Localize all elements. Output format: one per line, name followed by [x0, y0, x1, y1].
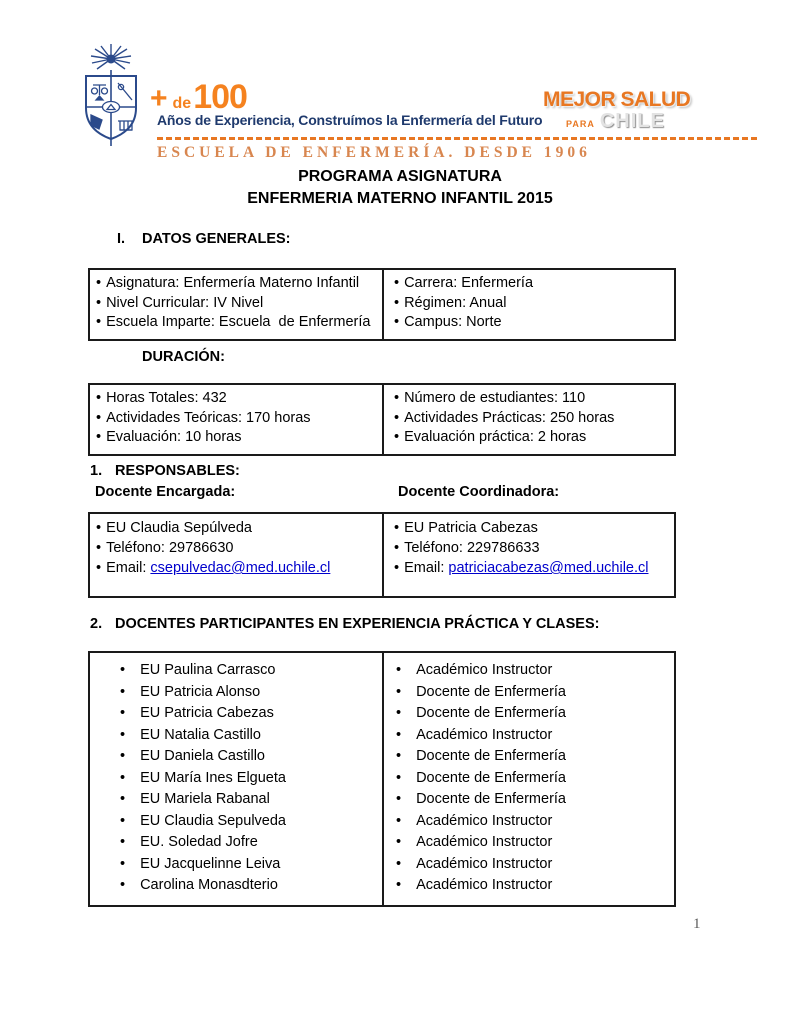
plus-sign: +: [150, 82, 168, 115]
list-item: • Régimen: Anual: [394, 294, 668, 314]
title-line-1: PROGRAMA ASIGNATURA: [298, 168, 502, 185]
docente-role: • Académico Instructor: [396, 875, 668, 897]
para-chile-text: [566, 110, 665, 133]
page-number: 1: [693, 916, 701, 932]
list-item: • Carrera: Enfermería: [394, 274, 668, 294]
docente-role: • Académico Instructor: [396, 811, 668, 833]
docente-phone: • Teléfono: 229786633: [394, 538, 668, 558]
docente-name: • EU Claudia Sepulveda: [120, 811, 376, 833]
docente-name: • EU Paulina Carrasco: [120, 660, 376, 682]
list-item: • Actividades Prácticas: 250 horas: [394, 409, 668, 429]
docente-name: • EU María Ines Elgueta: [120, 768, 376, 790]
docente-role: • Docente de Enfermería: [396, 746, 668, 768]
list-item: • Horas Totales: 432: [96, 389, 376, 409]
table-cell-left: [90, 514, 382, 596]
heading-datos-generales: [117, 231, 291, 247]
docente-role: • Docente de Enfermería: [396, 703, 668, 725]
docente-name: • EU Patricia Cabezas: [394, 518, 668, 538]
docente-name: • EU Patricia Alonso: [120, 682, 376, 704]
docente-phone: • Teléfono: 29786630: [96, 538, 376, 558]
docente-name: • EU Mariela Rabanal: [120, 789, 376, 811]
table-cell-left: [90, 385, 382, 454]
docente-name: • EU Jacquelinne Leiva: [120, 854, 376, 876]
email-label: Email:: [106, 560, 147, 576]
heading-docentes-participantes: [90, 616, 599, 632]
heading-duracion: [142, 349, 225, 365]
docente-name: • EU Claudia Sepúlveda: [96, 518, 376, 538]
docente-role: • Académico Instructor: [396, 832, 668, 854]
docente-role: • Académico Instructor: [396, 660, 668, 682]
table-cell-roles: [382, 653, 674, 905]
heading-number: 2.: [90, 616, 103, 632]
heading-number: I.: [117, 231, 126, 247]
table-cell-right: [382, 270, 674, 339]
heading-label: DATOS GENERALES:: [142, 231, 291, 247]
list-item: • Evaluación: 10 horas: [96, 428, 376, 448]
table-docentes: [88, 651, 676, 907]
docente-role: • Académico Instructor: [396, 725, 668, 747]
table-datos-generales: [88, 268, 676, 341]
docente-role: • Docente de Enfermería: [396, 789, 668, 811]
school-banner: ESCUELA DE ENFERMERÍA. DESDE 1906: [157, 144, 591, 161]
docente-email-line: [96, 558, 376, 578]
table-cell-left: [90, 270, 382, 339]
docente-name: • EU Patricia Cabezas: [120, 703, 376, 725]
subheading-docente-coordinadora: Docente Coordinadora:: [398, 484, 560, 500]
docente-role: • Docente de Enfermería: [396, 768, 668, 790]
table-cell-right: [382, 385, 674, 454]
list-item: • Campus: Norte: [394, 313, 668, 333]
hundred-number: 100: [193, 78, 247, 116]
universidad-de-chile-crest-icon: [74, 44, 148, 146]
list-item: • Nivel Curricular: IV Nivel: [96, 294, 376, 314]
table-duracion: [88, 383, 676, 456]
document-title: [0, 166, 800, 210]
email-label: Email:: [404, 560, 445, 576]
subheading-docente-encargada: Docente Encargada:: [95, 484, 236, 500]
header-tagline: Años de Experiencia, Construímos la Enfermería del Futuro: [157, 112, 543, 128]
docente-role: • Académico Instructor: [396, 854, 668, 876]
list-item: • Número de estudiantes: 110: [394, 389, 668, 409]
chile-text: CHILE: [599, 110, 665, 132]
list-item: • Asignatura: Enfermería Materno Infantil: [96, 274, 376, 294]
list-item: • Evaluación práctica: 2 horas: [394, 428, 668, 448]
table-responsables: [88, 512, 676, 598]
title-line-2: ENFERMERIA MATERNO INFANTIL 2015: [247, 190, 553, 207]
docente-name: • EU Natalia Castillo: [120, 725, 376, 747]
table-cell-right: [382, 514, 674, 596]
heading-responsables: [90, 463, 240, 479]
table-cell-names: [90, 653, 382, 905]
para-text: PARA: [566, 119, 595, 129]
docente-name: • EU. Soledad Jofre: [120, 832, 376, 854]
list-item: • Actividades Teóricas: 170 horas: [96, 409, 376, 429]
docente-name: • EU Daniela Castillo: [120, 746, 376, 768]
dashed-divider: [157, 137, 757, 140]
de-text: de: [172, 95, 192, 112]
heading-label: RESPONSABLES:: [115, 463, 240, 479]
list-item: • Escuela Imparte: Escuela de Enfermería: [96, 313, 376, 333]
docente-name: • Carolina Monasdterio: [120, 875, 376, 897]
heading-number: 1.: [90, 463, 103, 479]
email-link[interactable]: patriciacabezas@med.uchile.cl: [448, 560, 649, 576]
heading-label: DOCENTES PARTICIPANTES EN EXPERIENCIA PRÁCTICA Y CLASES:: [115, 616, 600, 632]
mejor-salud-text: MEJOR SALUD: [543, 88, 691, 111]
email-link[interactable]: csepulvedac@med.uchile.cl: [150, 560, 331, 576]
heading-label: DURACIÓN:: [142, 349, 225, 365]
docente-email-line: [394, 558, 668, 578]
docente-role: • Docente de Enfermería: [396, 682, 668, 704]
